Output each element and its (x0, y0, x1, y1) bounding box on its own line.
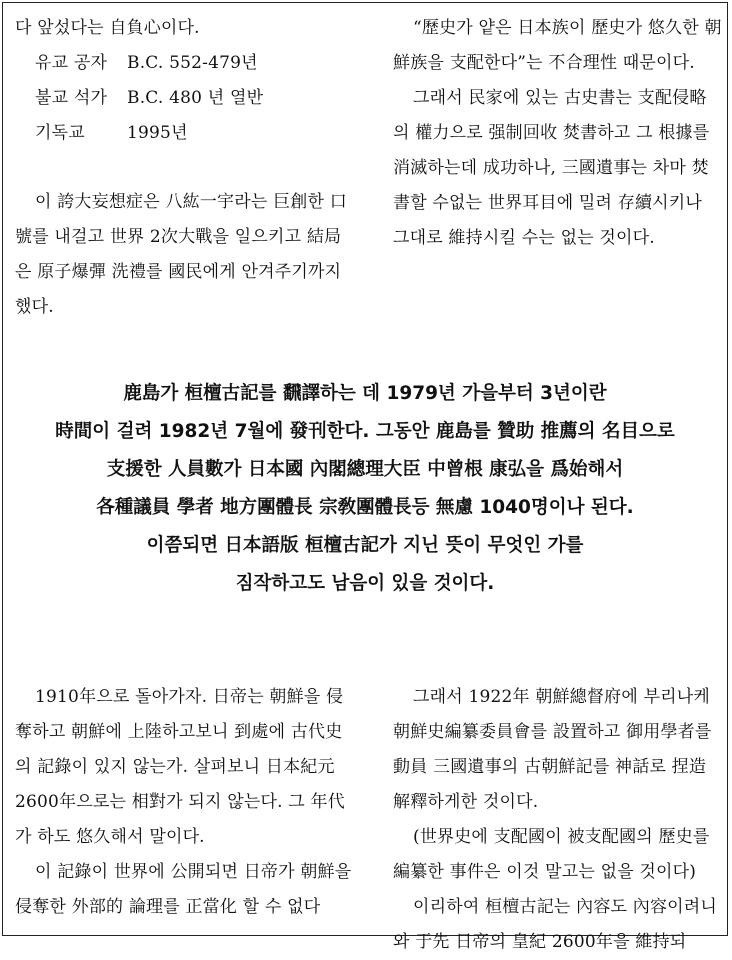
document-page (2, 2, 728, 952)
highlight-line: 짐작하고도 남음이 있을 것이다. (235, 573, 495, 594)
paragraph: 1910年으로 돌아가자. 日帝는 朝鮮을 侵奪하고 朝鮮에 上陸하고보니 到處에 古代史의 記錄이 있지 않는가. 살펴보니 日本紀元 2600年으로는 相對가 되지 않는다. 그 年代가 하도 悠久해서 말이다. (15, 687, 345, 847)
paragraph: (世界史에 支配國이 被支配國의 歷史를 編纂한 事件은 이것 말고는 없을 것이다) (393, 827, 710, 882)
religion-name: 불교 석가 (35, 88, 108, 108)
highlight-line: 時間이 걸려 1982년 7월에 發刊한다. 그동안 鹿島를 贊助 推薦의 名目으로 (55, 421, 675, 442)
paragraph: 그래서 民家에 있는 古史書는 支配侵略의 權力으로 强制回收 焚書하고 그 根據를 消滅하는데 成功하나, 三國遺事는 차마 焚書할 수없는 世界耳目에 밀려 存續시키나 그대로 維持시킬 수는 없는 것이다. (393, 88, 710, 248)
top-right-column (393, 11, 723, 256)
paragraph: 이리하여 桓檀古記는 內容도 內容이려니와 于先 日帝의 皇紀 2600年을 維持되 (393, 897, 718, 952)
religion-row-buddha (15, 81, 357, 116)
religion-row-confucius (15, 46, 357, 81)
text-line: 다 앞섰다는 自負心이다. (15, 18, 200, 38)
paragraph: 그래서 1922年 朝鮮總督府에 부리나케 朝鮮史編纂委員會를 設置하고 御用學者를 動員 三國遺事의 古朝鮮記를 神話로 捏造 解釋하게한 것이다. (393, 687, 712, 812)
paragraph: “歷史가 얕은 日本族이 歷史가 悠久한 朝鮮族을 支配한다”는 不合理性 때문이다. (393, 18, 722, 73)
religion-info: B.C. 480 년 열반 (127, 88, 264, 108)
paragraph: 이 記錄이 世界에 公開되면 日帝가 朝鮮을 侵奪한 外部的 論理를 正當化 할 수 없다 (15, 862, 352, 917)
highlight-line: 各種議員 學者 地方團體長 宗敎團體長등 無慮 1040명이나 된다. (96, 497, 634, 518)
highlight-line: 支援한 人員數가 日本國 內閣總理大臣 中曾根 康弘을 爲始해서 (106, 459, 624, 480)
paragraph: 이 誇大妄想症은 八紘一宇라는 巨創한 口號를 내걸고 世界 2次大戰을 일으키고 結局은 原子爆彈 洗禮를 國民에게 안겨주기까지 했다. (15, 192, 347, 317)
religion-info: 1995년 (127, 123, 188, 143)
highlight-line: 이쯤되면 日本語版 桓檀古記가 지닌 뜻이 무엇인 가를 (146, 535, 584, 556)
bottom-right-column (393, 680, 723, 960)
highlight-block (3, 375, 727, 603)
religion-info: B.C. 552-479년 (127, 53, 258, 73)
top-left-column (15, 11, 357, 325)
religion-name: 유교 공자 (35, 53, 108, 73)
highlight-line: 鹿島가 桓檀古記를 飜譯하는 데 1979년 가을부터 3년이란 (123, 383, 607, 404)
religion-name: 기독교 (35, 123, 85, 143)
religion-row-christianity (15, 116, 357, 151)
bottom-left-column (15, 680, 357, 925)
spacer (15, 151, 357, 185)
